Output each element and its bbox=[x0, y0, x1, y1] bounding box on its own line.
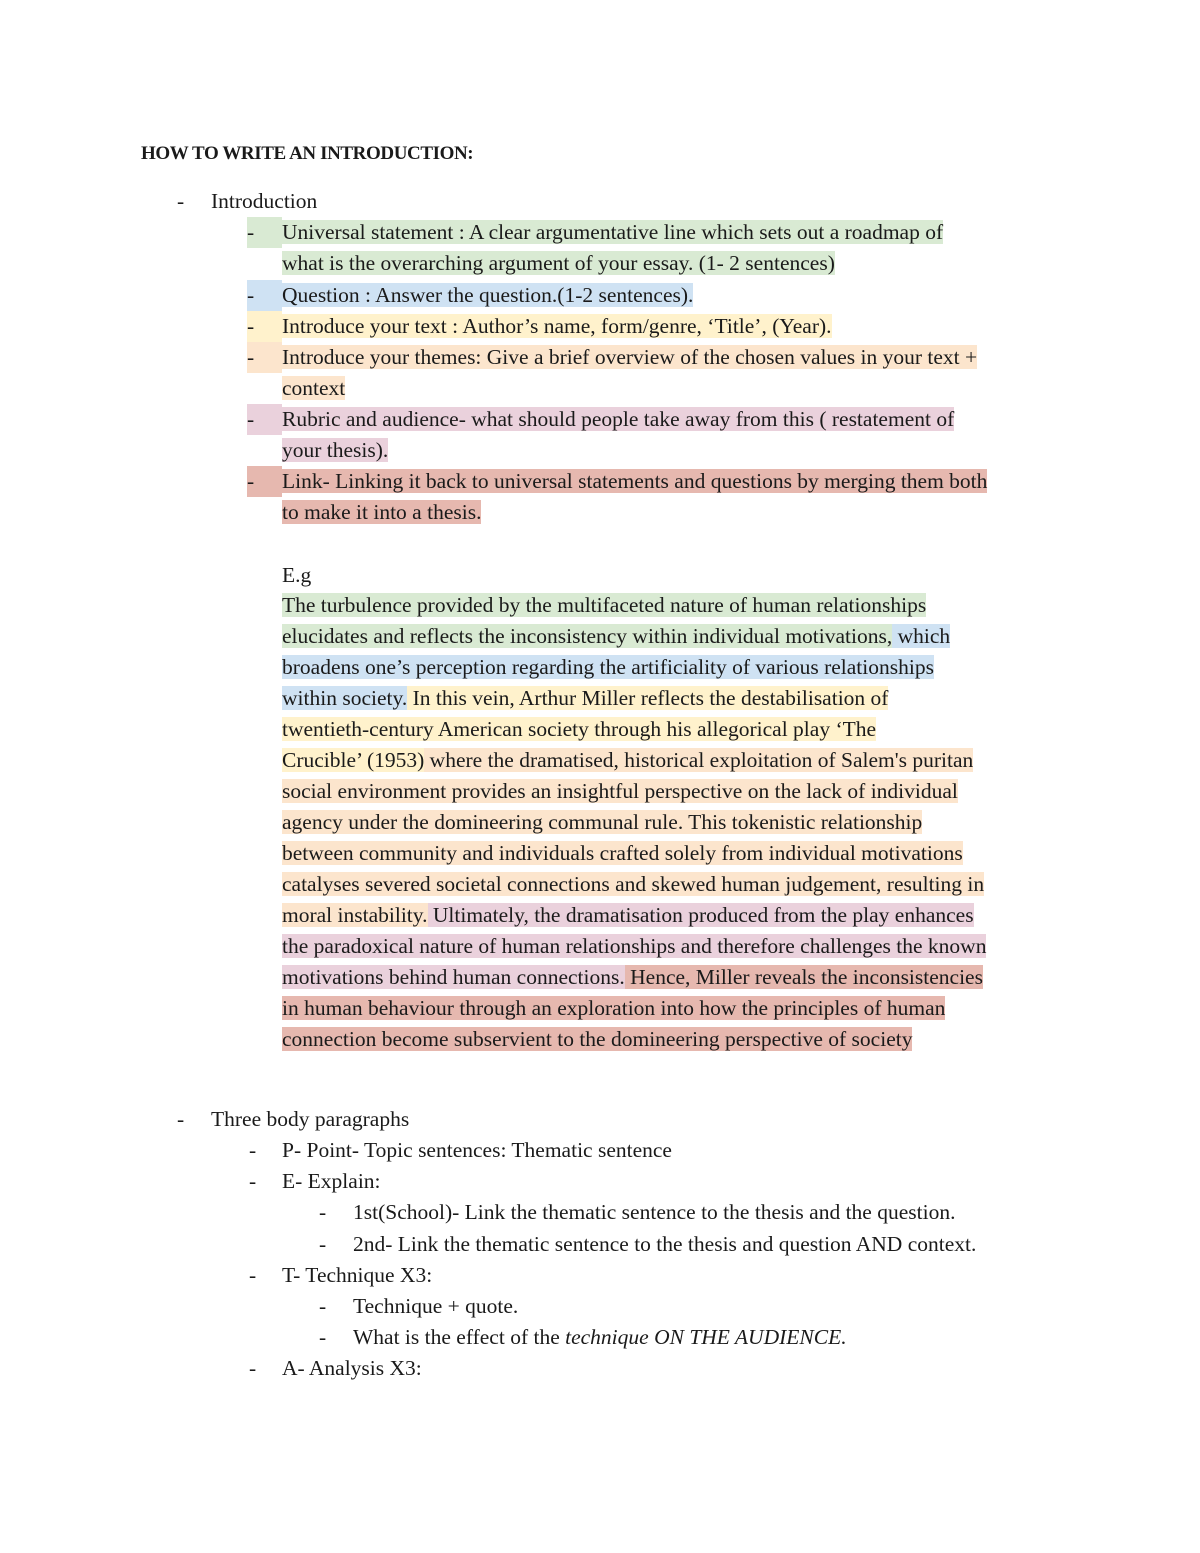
body-technique-2: What is the effect of the technique ON THE AUDIENCE. bbox=[353, 1325, 847, 1349]
example-line: connection become subservient to the domineering perspective of society bbox=[282, 1027, 913, 1051]
bullet-dash: - bbox=[249, 1169, 257, 1193]
bullet-dash: - bbox=[247, 311, 282, 342]
body-analysis: A- Analysis X3: bbox=[282, 1356, 422, 1380]
intro-item-link-line2: to make it into a thesis. bbox=[282, 500, 482, 524]
intro-item-universal-line1: Universal statement : A clear argumentative line which sets out a roadmap of bbox=[282, 220, 944, 244]
bullet-dash: - bbox=[247, 280, 282, 311]
bullet-dash: - bbox=[249, 1138, 257, 1162]
intro-item-universal-line2: what is the overarching argument of your essay. (1- 2 sentences) bbox=[282, 251, 835, 275]
example-line: Crucible’ (1953) where the dramatised, historical exploitation of Salem's puritan bbox=[282, 748, 974, 772]
example-line: elucidates and reflects the inconsistency within individual motivations, which bbox=[282, 624, 951, 648]
body-technique-1: Technique + quote. bbox=[353, 1294, 519, 1318]
page-title: HOW TO WRITE AN INTRODUCTION: bbox=[141, 143, 474, 164]
body-explain-2: 2nd- Link the thematic sentence to the thesis and question AND context. bbox=[353, 1232, 977, 1256]
example-label: E.g bbox=[282, 563, 312, 587]
example-line: moral instability. Ultimately, the dramatisation produced from the play enhances bbox=[282, 903, 974, 927]
bullet-dash: - bbox=[319, 1294, 327, 1318]
bullet-dash: - bbox=[319, 1232, 327, 1256]
example-line: twentieth-century American society through his allegorical play ‘The bbox=[282, 717, 877, 741]
bullet-dash: - bbox=[247, 217, 282, 248]
example-line: The turbulence provided by the multifaceted nature of human relationships bbox=[282, 593, 927, 617]
bullet-dash: - bbox=[319, 1200, 327, 1224]
bullet-dash: - bbox=[177, 189, 185, 213]
example-line: the paradoxical nature of human relationships and therefore challenges the known bbox=[282, 934, 987, 958]
intro-item-rubric-line2: your thesis). bbox=[282, 438, 389, 462]
bullet-dash: - bbox=[247, 466, 282, 497]
body-heading: Three body paragraphs bbox=[211, 1107, 410, 1131]
intro-item-rubric-line1: Rubric and audience- what should people take away from this ( restatement of bbox=[282, 407, 955, 431]
example-line: between community and individuals crafted solely from individual motivations bbox=[282, 841, 963, 865]
intro-item-question: Question : Answer the question.(1-2 sentences). bbox=[282, 283, 694, 307]
intro-heading: Introduction bbox=[211, 189, 318, 213]
bullet-dash: - bbox=[319, 1325, 327, 1349]
bullet-dash: - bbox=[177, 1107, 185, 1131]
bullet-dash: - bbox=[249, 1263, 257, 1287]
body-explain-1: 1st(School)- Link the thematic sentence to the thesis and the question. bbox=[353, 1200, 956, 1224]
example-line: broadens one’s perception regarding the artificiality of various relationships bbox=[282, 655, 934, 679]
bullet-dash: - bbox=[247, 404, 282, 435]
example-line: social environment provides an insightful perspective on the lack of individual bbox=[282, 779, 958, 803]
intro-item-text: Introduce your text : Author’s name, form/genre, ‘Title’, (Year). bbox=[282, 314, 832, 338]
example-line: motivations behind human connections. Hence, Miller reveals the inconsistencies bbox=[282, 965, 983, 989]
bullet-dash: - bbox=[247, 342, 282, 373]
body-technique: T- Technique X3: bbox=[282, 1263, 433, 1287]
body-explain: E- Explain: bbox=[282, 1169, 381, 1193]
example-line: agency under the domineering communal rule. This tokenistic relationship bbox=[282, 810, 923, 834]
intro-item-themes-line2: context bbox=[282, 376, 346, 400]
example-line: within society. In this vein, Arthur Miller reflects the destabilisation of bbox=[282, 686, 889, 710]
example-line: catalyses severed societal connections and skewed human judgement, resulting in bbox=[282, 872, 985, 896]
body-point: P- Point- Topic sentences: Thematic sentence bbox=[282, 1138, 672, 1162]
intro-item-themes-line1: Introduce your themes: Give a brief overview of the chosen values in your text + bbox=[282, 345, 978, 369]
example-line: in human behaviour through an exploration into how the principles of human bbox=[282, 996, 946, 1020]
bullet-dash: - bbox=[249, 1356, 257, 1380]
intro-item-link-line1: Link- Linking it back to universal statements and questions by merging them both bbox=[282, 469, 988, 493]
